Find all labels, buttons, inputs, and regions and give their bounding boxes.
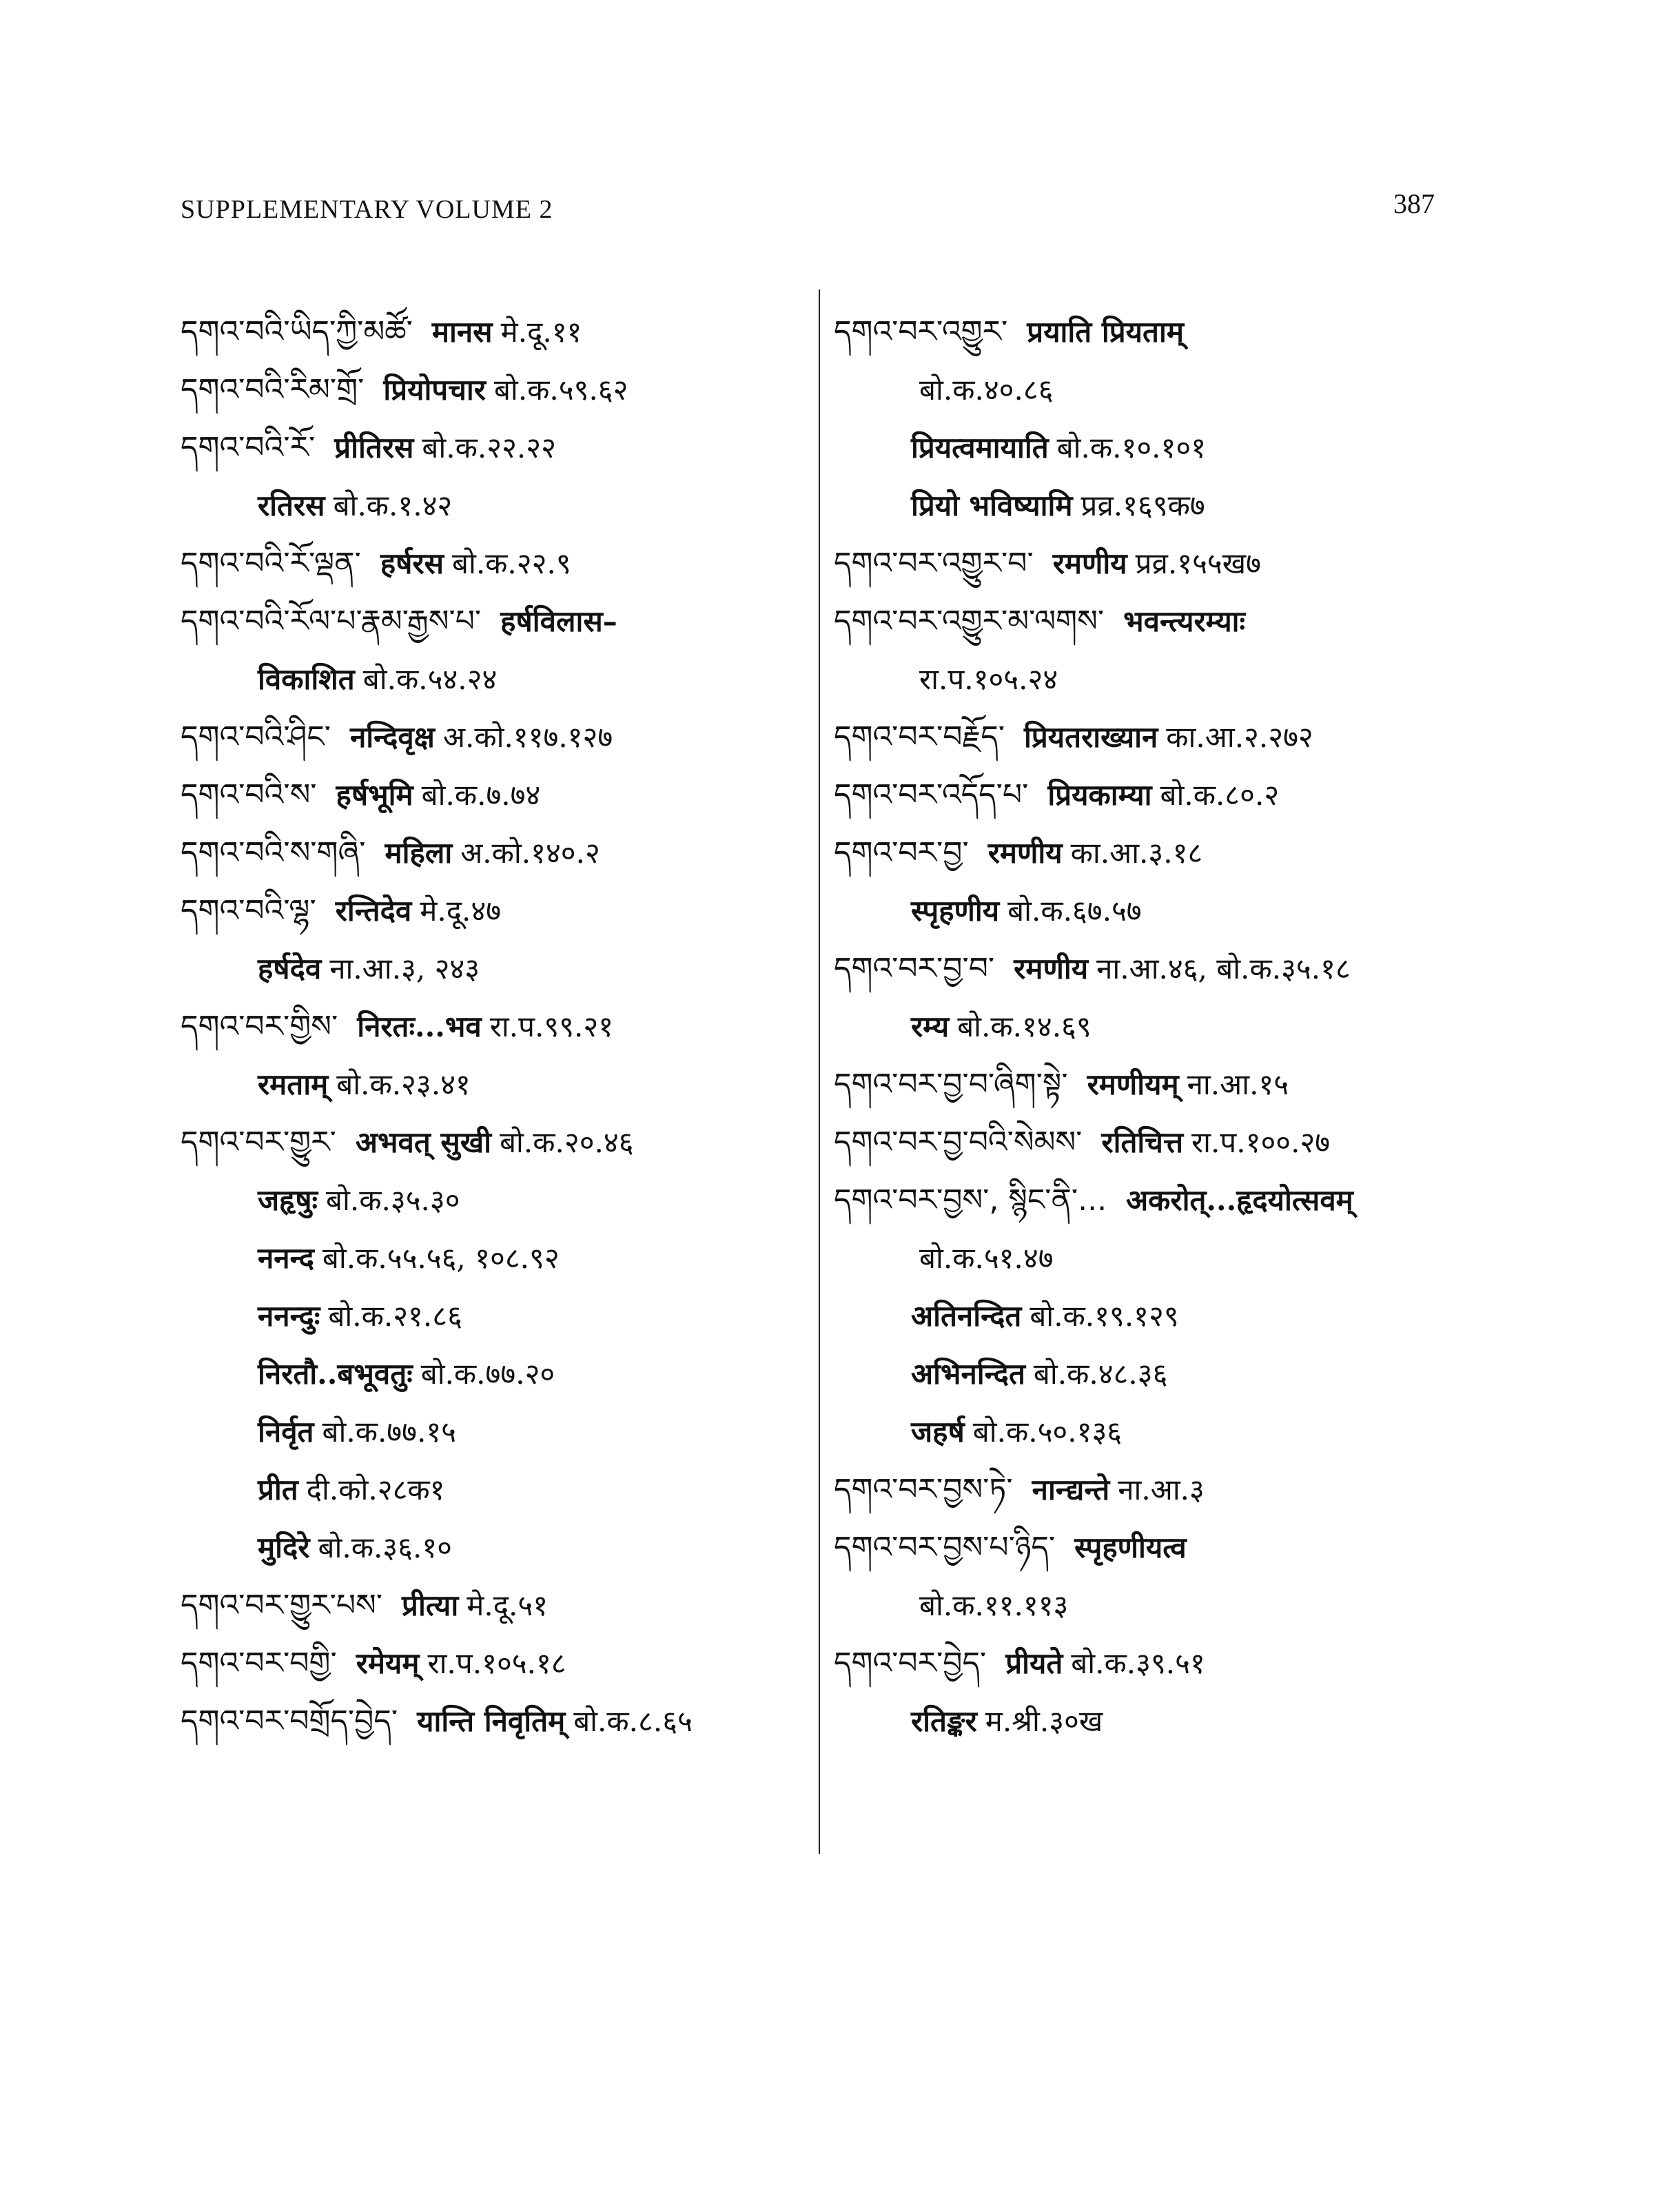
dictionary-entry <box>181 303 815 361</box>
dictionary-subentry <box>181 651 815 708</box>
tibetan-headword: དགའ་བར་བྱས་པ་ཉིད་ <box>834 1530 1056 1565</box>
dictionary-subentry <box>181 1229 815 1287</box>
tibetan-headword: དགའ་བར་འགྱུར་བ་ <box>834 546 1034 581</box>
dictionary-entry <box>181 1693 815 1750</box>
source-reference: बो.क.३५.३० <box>326 1183 460 1217</box>
dictionary-entry <box>834 766 1488 824</box>
sanskrit-equivalent: रमणीय <box>1014 952 1089 985</box>
sanskrit-equivalent: हर्षभूमि <box>336 778 413 812</box>
tibetan-headword: དགའ་བའི་ལྷ་ <box>181 893 316 928</box>
source-reference: बो.क.५५.५६, १०८.९२ <box>322 1241 560 1275</box>
dictionary-subentry <box>834 477 1488 535</box>
source-reference: मे.दू.११ <box>500 315 582 349</box>
dictionary-subentry <box>181 1519 815 1577</box>
page-header <box>181 187 1435 243</box>
sanskrit-equivalent: अकरोत्...हृदयोत्सवम् <box>1126 1183 1353 1217</box>
tibetan-headword: དགའ་བར་བྱ་ <box>834 835 969 870</box>
tibetan-headword: དགའ་བར་འགྱུར་མ་ལགས་ <box>834 604 1105 639</box>
tibetan-headword: དགའ་བར་འགྱུར་ <box>834 314 1008 349</box>
sanskrit-equivalent: अतिनन्दित <box>911 1299 1022 1333</box>
sanskrit-equivalent: निर्वृत <box>258 1415 314 1449</box>
dictionary-subentry <box>834 1403 1488 1461</box>
dictionary-subentry <box>181 1461 815 1519</box>
dictionary-subentry <box>181 477 815 535</box>
tibetan-headword: དགའ་བར་བརྗོད་ <box>834 719 1005 755</box>
dictionary-entry <box>181 1635 815 1693</box>
dictionary-entry <box>834 708 1488 766</box>
tibetan-headword: དགའ་བར་བྱ་བ་ <box>834 951 995 986</box>
tibetan-headword: དགའ་བའི་ཤིང་ <box>181 719 331 755</box>
dictionary-entry <box>181 419 815 477</box>
dictionary-entry <box>834 1635 1488 1693</box>
page-number: 387 <box>1393 188 1435 219</box>
tibetan-headword: དགའ་བའི་ས་ <box>181 777 317 813</box>
source-reference: ना.आ.४६, बो.क.३५.१८ <box>1096 952 1351 985</box>
source-reference: बो.क.४०.८६ <box>919 373 1054 407</box>
sanskrit-equivalent: जहर्ष <box>911 1415 965 1449</box>
source-reference: बो.क.२१.८६ <box>328 1299 462 1333</box>
source-reference: रा.प.९९.२१ <box>489 1010 614 1043</box>
dictionary-subentry <box>181 940 815 998</box>
dictionary-entry <box>181 766 815 824</box>
tibetan-headword: དགའ་བར་གྱུར་པས་ <box>181 1588 383 1623</box>
source-reference: अ.को.११७.१२७ <box>442 720 613 754</box>
left-column <box>181 303 815 1750</box>
sanskrit-equivalent: स्पृहणीय <box>911 894 1000 928</box>
dictionary-entry <box>181 1577 815 1635</box>
dictionary-entry <box>834 1519 1488 1577</box>
dictionary-entry <box>181 708 815 766</box>
sanskrit-equivalent: प्रीतिरस <box>334 431 414 464</box>
dictionary-entry <box>834 1461 1488 1519</box>
dictionary-entry <box>834 824 1488 882</box>
sanskrit-equivalent: नान्द्यन्ते <box>1032 1473 1110 1506</box>
sanskrit-equivalent: प्रियत्वमायाति <box>911 431 1049 464</box>
source-reference: बो.क.८.६५ <box>573 1704 693 1738</box>
dictionary-subentry <box>834 1345 1488 1403</box>
source-reference: बो.क.१४.६९ <box>957 1010 1092 1043</box>
dictionary-entry <box>834 593 1488 651</box>
dictionary-entry <box>181 882 815 940</box>
dictionary-entry <box>834 1114 1488 1172</box>
dictionary-subentry <box>834 998 1488 1056</box>
tibetan-headword: དགའ་བར་འདོད་པ་ <box>834 777 1029 813</box>
source-reference: बो.क.५९.६२ <box>493 373 628 407</box>
source-reference: का.आ.३.१८ <box>1070 836 1203 870</box>
dictionary-entry <box>834 1056 1488 1114</box>
sanskrit-equivalent: प्रियो भविष्यामि <box>911 489 1073 522</box>
source-reference: रा.प.१०५.१८ <box>427 1646 566 1680</box>
sanskrit-equivalent: रमताम् <box>258 1067 329 1101</box>
sanskrit-equivalent: भवन्त्यरम्याः <box>1123 604 1246 638</box>
sanskrit-equivalent: अभवत् सुखी <box>355 1125 492 1159</box>
source-reference: मे.दू.४७ <box>420 894 502 928</box>
source-reference: बो.क.५१.४७ <box>919 1241 1054 1275</box>
dictionary-subentry <box>181 1345 815 1403</box>
dictionary-entry <box>834 1172 1488 1229</box>
dictionary-subentry <box>181 1287 815 1345</box>
dictionary-entry <box>181 535 815 593</box>
source-reference: बो.क.२२.२२ <box>422 431 556 464</box>
sanskrit-equivalent: रन्तिदेव <box>335 894 412 928</box>
tibetan-headword: དགའ་བར་བྱ་བའི་སེམས་ <box>834 1125 1083 1160</box>
column-divider <box>819 289 820 1854</box>
source-reference: म.श्री.३०ख <box>985 1704 1103 1738</box>
dictionary-entry <box>181 593 815 651</box>
tibetan-headword: དགའ་བར་བྱས་, སྙིང་ནི་... <box>834 1183 1107 1218</box>
source-reference: ना.आ.३, २४३ <box>329 952 480 985</box>
sanskrit-equivalent: हर्षरस <box>380 546 444 580</box>
source-reference: बो.क.१.४२ <box>333 489 453 522</box>
source-reference: बो.क.५४.२४ <box>362 662 498 696</box>
source-reference: बो.क.२०.४६ <box>500 1125 634 1159</box>
tibetan-headword: དགའ་བའི་རོ་ལྡན་ <box>181 546 361 581</box>
sanskrit-equivalent: महिला <box>385 836 453 870</box>
dictionary-entry <box>181 824 815 882</box>
source-reference: बो.क.७७.१५ <box>322 1415 457 1449</box>
dictionary-subentry <box>181 1056 815 1114</box>
dictionary-entry <box>834 940 1488 998</box>
sanskrit-equivalent: रतिरस <box>258 489 325 522</box>
sanskrit-equivalent: हर्षदेव <box>258 952 322 985</box>
tibetan-headword: དགའ་བར་བགྱི་ <box>181 1646 337 1681</box>
source-reference: बो.क.३९.५१ <box>1071 1646 1205 1680</box>
dictionary-subentry <box>834 882 1488 940</box>
source-reference: बो.क.४८.३६ <box>1033 1357 1168 1391</box>
sanskrit-equivalent: मुदिरे <box>258 1531 310 1564</box>
sanskrit-equivalent: प्रियकाम्या <box>1047 778 1152 812</box>
dictionary-entry <box>834 303 1488 361</box>
tibetan-headword: དགའ་བར་གྱིས་ <box>181 1009 338 1044</box>
source-reference: दी.को.२८क१ <box>306 1473 445 1506</box>
source-reference: का.आ.२.२७२ <box>1166 720 1313 754</box>
source-reference: बो.क.२३.४१ <box>336 1067 471 1101</box>
tibetan-headword: དགའ་བར་བགྲོད་བྱེད་ <box>181 1704 398 1739</box>
sanskrit-equivalent: ननन्दुः <box>258 1299 320 1333</box>
dictionary-subentry <box>834 1577 1488 1635</box>
sanskrit-equivalent: रतिचित्त <box>1101 1125 1183 1159</box>
sanskrit-equivalent: हर्षविलास– <box>500 604 617 638</box>
source-reference: बो.क.२२.९ <box>451 546 571 580</box>
tibetan-headword: དགའ་བའི་རོལ་པ་རྣམ་རྒྱས་པ་ <box>181 604 482 639</box>
tibetan-headword: དགའ་བའི་ཡིད་ཀྱི་མཚོ་ <box>181 314 413 349</box>
sanskrit-equivalent: रतिङ्कर <box>911 1704 977 1738</box>
source-reference: ना.आ.१५ <box>1187 1067 1289 1101</box>
sanskrit-equivalent: प्रियतराख्यान <box>1024 720 1158 754</box>
sanskrit-equivalent: ननन्द <box>258 1241 314 1275</box>
sanskrit-equivalent: अभिनन्दित <box>911 1357 1025 1391</box>
dictionary-subentry <box>834 1693 1488 1750</box>
dictionary-subentry <box>834 419 1488 477</box>
sanskrit-equivalent: रमणीय <box>987 836 1063 870</box>
source-reference: प्रव्र.१५५ख७ <box>1135 546 1261 580</box>
source-reference: प्रव्र.१६९क७ <box>1080 489 1205 522</box>
source-reference: रा.प.१००.२७ <box>1191 1125 1331 1159</box>
tibetan-headword: དགའ་བར་བྱས་ཏེ་ <box>834 1472 1013 1507</box>
dictionary-entry <box>181 998 815 1056</box>
sanskrit-equivalent: जहृषुः <box>258 1183 318 1217</box>
sanskrit-equivalent: प्रीयते <box>1005 1646 1063 1680</box>
sanskrit-equivalent: रमणीयम् <box>1087 1067 1179 1101</box>
sanskrit-equivalent: रमेयम् <box>356 1646 420 1680</box>
right-column <box>834 303 1488 1750</box>
tibetan-headword: དགའ་བར་བྱེད་ <box>834 1646 987 1681</box>
sanskrit-equivalent: स्पृहणीयत्व <box>1074 1531 1187 1564</box>
source-reference: बो.क.११.११३ <box>919 1588 1069 1622</box>
source-reference: बो.क.७.७४ <box>421 778 541 812</box>
sanskrit-equivalent: निरतः...भव <box>357 1010 482 1043</box>
dictionary-subentry <box>834 1287 1488 1345</box>
tibetan-headword: དགའ་བའི་རིམ་གྲོ་ <box>181 372 365 407</box>
dictionary-entry <box>181 361 815 419</box>
sanskrit-equivalent: प्रीत्या <box>402 1588 459 1622</box>
running-title: SUPPLEMENTARY VOLUME 2 <box>181 195 553 224</box>
sanskrit-equivalent: यान्ति निवृतिम् <box>417 1704 566 1738</box>
source-reference: बो.क.६७.५७ <box>1007 894 1142 928</box>
source-reference: बो.क.३६.१० <box>318 1531 453 1564</box>
source-reference: बो.क.७७.२० <box>420 1357 555 1391</box>
sanskrit-equivalent: विकाशित <box>258 662 355 696</box>
sanskrit-equivalent: निरतौ..बभूवतुः <box>258 1357 413 1391</box>
dictionary-subentry <box>181 1403 815 1461</box>
sanskrit-equivalent: रम्य <box>911 1010 950 1043</box>
dictionary-entry <box>834 535 1488 593</box>
dictionary-subentry <box>834 651 1488 708</box>
tibetan-headword: དགའ་བའི་རོ་ <box>181 430 316 465</box>
tibetan-headword: དགའ་བའི་ས་གཞི་ <box>181 835 366 870</box>
dictionary-entry <box>181 1114 815 1172</box>
sanskrit-equivalent: प्रयाति प्रियताम् <box>1027 315 1184 349</box>
sanskrit-equivalent: मानस <box>431 315 493 349</box>
source-reference: बो.क.१०.१०१ <box>1056 431 1207 464</box>
source-reference: ना.आ.३ <box>1118 1473 1205 1506</box>
tibetan-headword: དགའ་བར་གྱུར་ <box>181 1125 336 1160</box>
dictionary-subentry <box>834 361 1488 419</box>
dictionary-subentry <box>181 1172 815 1229</box>
tibetan-headword: དགའ་བར་བྱ་བ་ཞིག་སྟེ་ <box>834 1067 1068 1102</box>
source-reference: बो.क.५०.१३६ <box>972 1415 1123 1449</box>
sanskrit-equivalent: रमणीय <box>1052 546 1127 580</box>
source-reference: अ.को.१४०.२ <box>460 836 600 870</box>
source-reference: बो.क.१९.१२९ <box>1029 1299 1179 1333</box>
source-reference: मे.दू.५१ <box>467 1588 549 1622</box>
source-reference: बो.क.८०.२ <box>1160 778 1280 812</box>
source-reference: रा.प.१०५.२४ <box>919 662 1058 696</box>
dictionary-subentry <box>834 1229 1488 1287</box>
sanskrit-equivalent: प्रीत <box>258 1473 298 1506</box>
sanskrit-equivalent: प्रियोपचार <box>383 373 486 407</box>
sanskrit-equivalent: नन्दिवृक्ष <box>349 720 435 754</box>
